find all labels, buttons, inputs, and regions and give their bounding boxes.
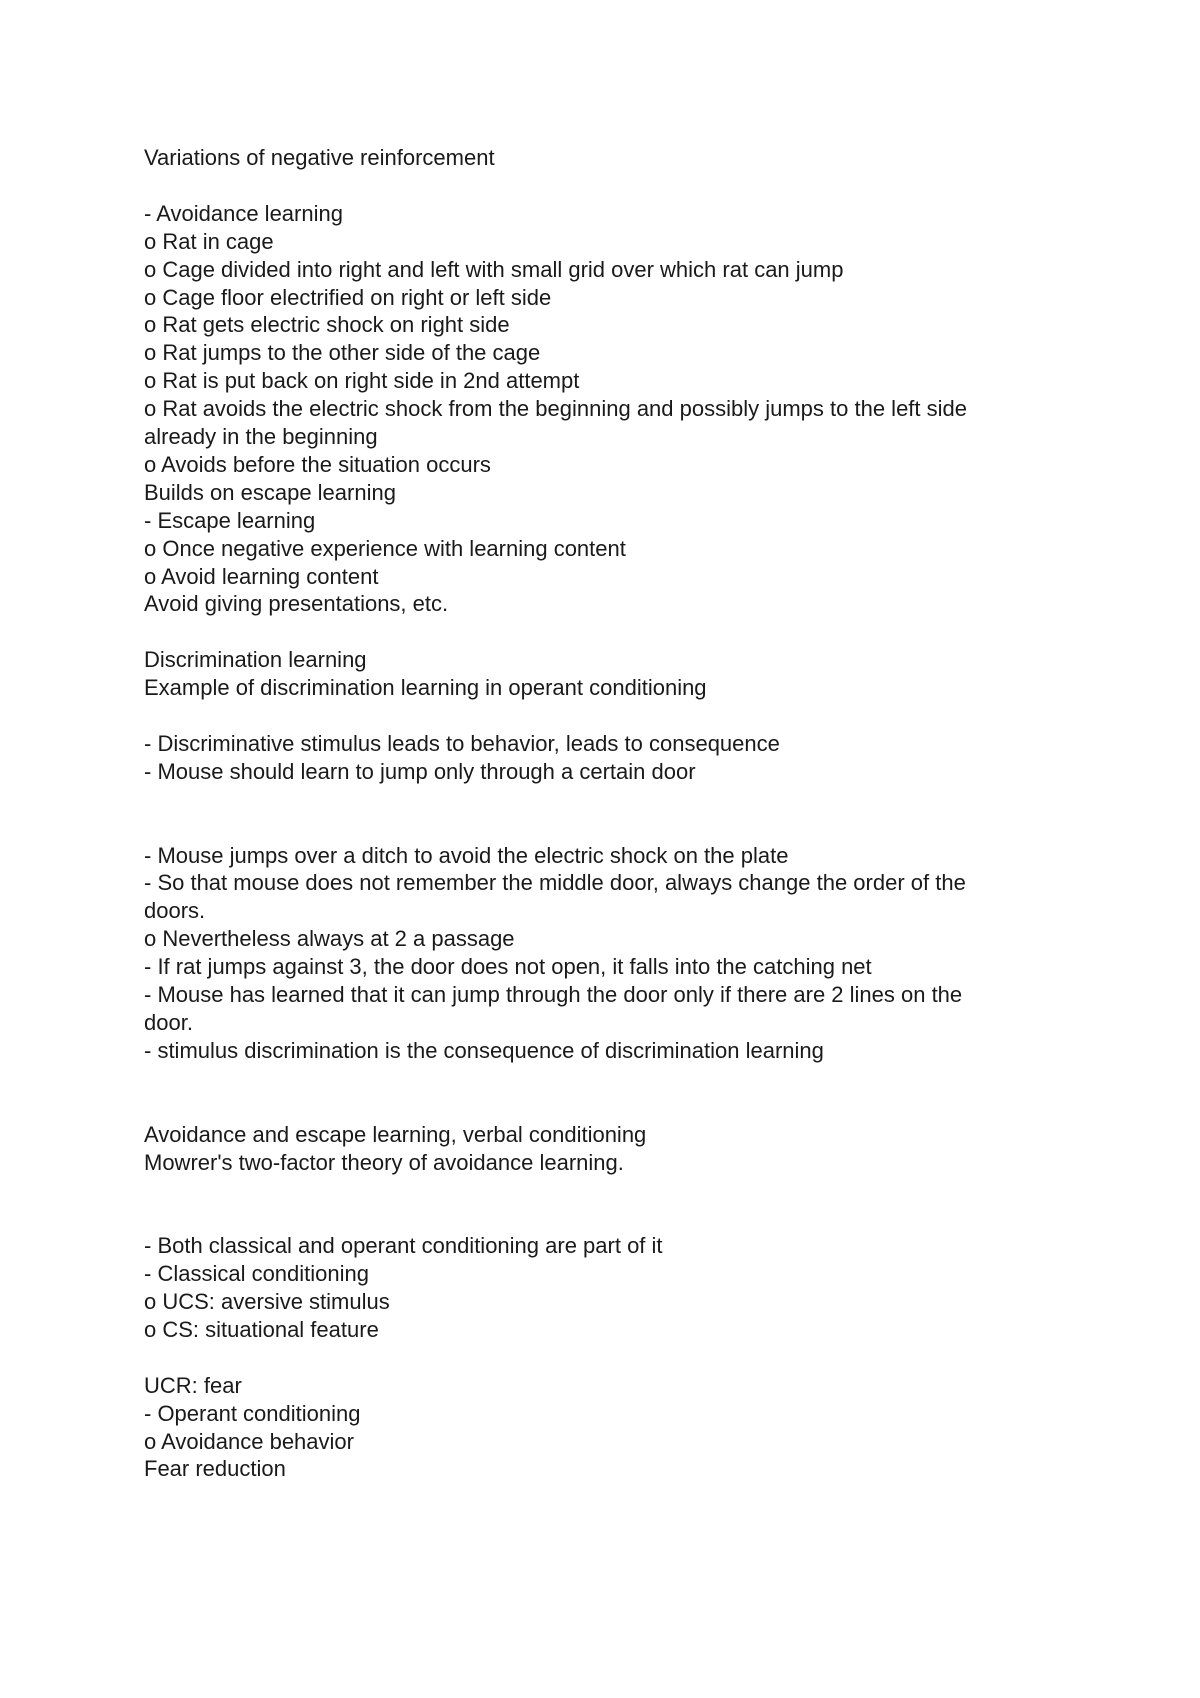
text-line: UCR: fear [144,1372,242,1398]
list-item: - Avoidance learning [144,200,343,226]
blank-line [144,1093,1074,1121]
list-item: o Avoids before the situation occurs [144,451,491,477]
list-item: - Mouse jumps over a ditch to avoid the electric shock on the plate [144,842,789,868]
list-item: - Mouse has learned that it can jump through the door only if there are 2 lines on the [144,982,963,1008]
list-item: o CS: situational feature [144,1316,379,1342]
blank-line [144,1344,1074,1372]
text-line: Fear reduction [144,1456,286,1482]
list-item: o Rat in cage [144,228,274,254]
list-item: o Avoid learning content [144,563,379,589]
blank-line [144,702,1074,730]
section-heading: Avoidance and escape learning, verbal conditioning [144,1121,647,1147]
blank-line [144,1204,1074,1232]
blank-line [144,786,1074,814]
blank-line [144,1065,1074,1093]
list-item: - Mouse should learn to jump only through a certain door [144,758,696,784]
list-item: - stimulus discrimination is the consequence of discrimination learning [144,1037,824,1063]
list-item: o Rat is put back on right side in 2nd attempt [144,368,580,394]
list-item: o Rat avoids the electric shock from the beginning and possibly jumps to the left side [144,396,968,422]
text-line: Example of discrimination learning in operant conditioning [144,675,707,701]
list-item: o Rat gets electric shock on right side [144,312,510,338]
list-item: - Both classical and operant conditioning are part of it [144,1233,663,1259]
list-item: o Rat jumps to the other side of the cage [144,340,541,366]
list-item: - Operant conditioning [144,1400,361,1426]
list-item: o Cage floor electrified on right or left side [144,284,552,310]
list-item: o Avoidance behavior [144,1428,354,1454]
blank-line [144,814,1074,842]
document-heading: Variations of negative reinforcement [144,145,495,170]
text-line: already in the beginning [144,424,378,450]
text-line: Avoid giving presentations, etc. [144,591,449,617]
list-item: o Nevertheless always at 2 a passage [144,926,515,952]
list-item: - So that mouse does not remember the middle door, always change the order of the [144,870,966,896]
list-item: - If rat jumps against 3, the door does not open, it falls into the catching net [144,954,872,980]
blank-line [144,1176,1074,1204]
list-item: o Once negative experience with learning content [144,535,626,561]
document-body [144,144,1074,1483]
text-line: door. [144,1010,193,1036]
text-line: doors. [144,898,206,924]
list-item: o Cage divided into right and left with small grid over which rat can jump [144,256,844,282]
blank-line [144,618,1074,646]
text-line: Builds on escape learning [144,479,396,505]
text-line: Mowrer's two-factor theory of avoidance learning. [144,1149,624,1175]
list-item: - Discriminative stimulus leads to behavior, leads to consequence [144,730,780,756]
blank-line [144,172,1074,200]
list-item: o UCS: aversive stimulus [144,1289,390,1315]
list-item: - Classical conditioning [144,1261,369,1287]
list-item: - Escape learning [144,507,316,533]
section-heading: Discrimination learning [144,647,367,673]
